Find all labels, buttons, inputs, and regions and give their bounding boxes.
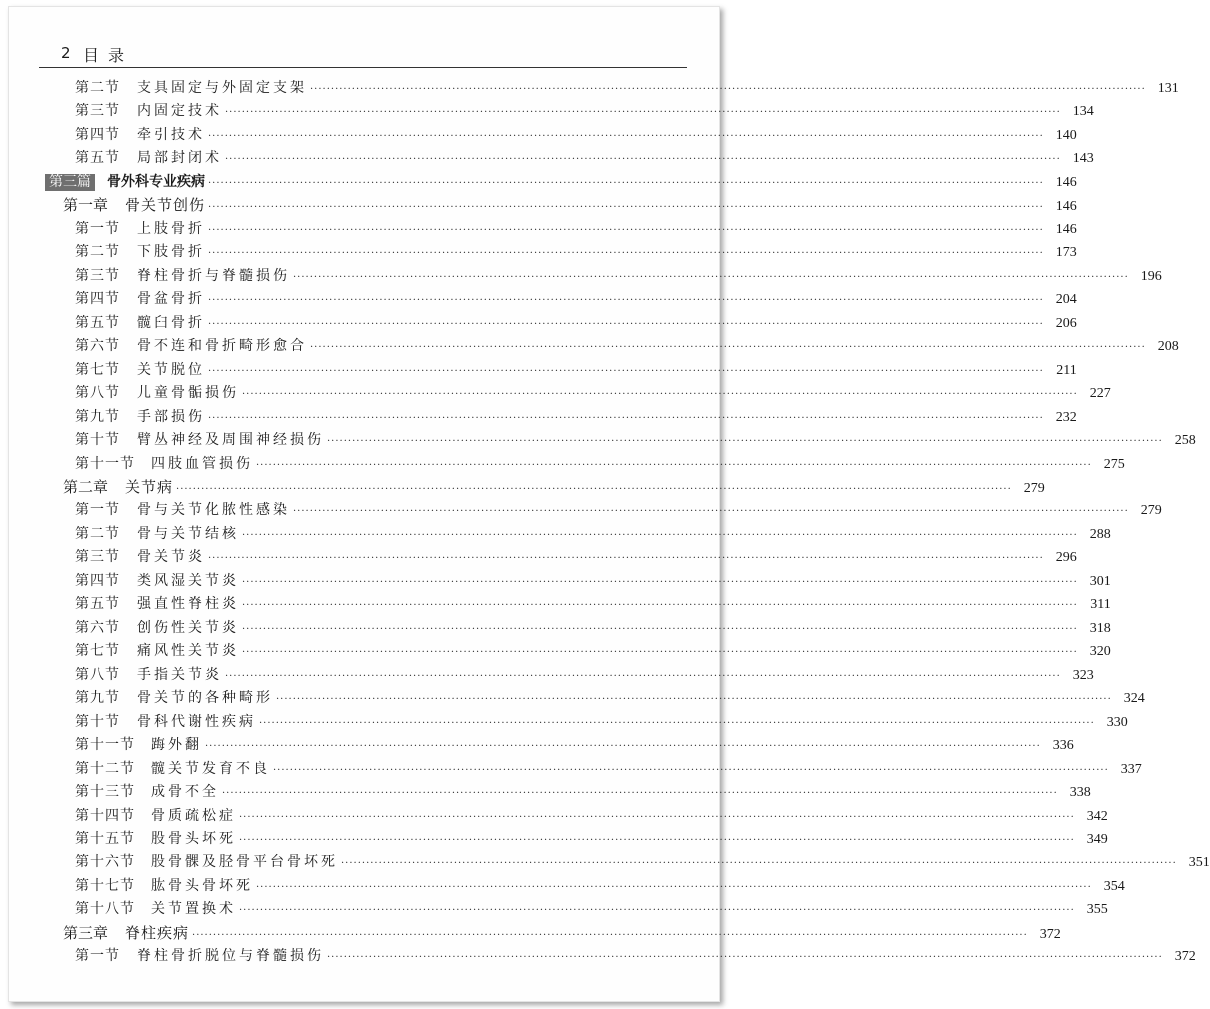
toc-section-entry bbox=[39, 100, 1094, 123]
toc-entry-page-number: 349 bbox=[1086, 832, 1108, 847]
toc-entry-label: 第九节 bbox=[75, 408, 120, 425]
toc-section-entry bbox=[39, 617, 1111, 640]
toc-entry-title: 上肢骨折 bbox=[137, 220, 205, 237]
toc-entry-title: 手指关节炎 bbox=[137, 666, 222, 683]
toc-entry-label: 第一节 bbox=[75, 502, 120, 519]
toc-entry-label: 第九节 bbox=[75, 690, 120, 707]
toc-entry-title: 内固定技术 bbox=[137, 103, 222, 120]
toc-entry-title: 臂丛神经及周围神经损伤 bbox=[137, 432, 324, 449]
toc-entry-page-number: 311 bbox=[1090, 597, 1111, 613]
toc-entry-page-number: 232 bbox=[1055, 409, 1077, 425]
toc-entry-label: 第十八节 bbox=[75, 901, 135, 918]
dot-leader: ········································································································································································································ bbox=[225, 670, 1061, 682]
toc-entry-title: 关节脱位 bbox=[137, 361, 205, 378]
toc-entry-label: 第十三节 bbox=[75, 784, 135, 801]
dot-leader: ········································································································································································································ bbox=[208, 248, 1044, 260]
dot-leader: ········································································································································································································ bbox=[242, 600, 1078, 612]
toc-entry-title: 脊柱骨折与脊髓损伤 bbox=[137, 267, 290, 284]
toc-section-entry bbox=[39, 359, 1077, 382]
dot-leader: ········································································································································································································ bbox=[239, 905, 1075, 917]
toc-entry-title: 肱骨头骨坏死 bbox=[151, 877, 253, 894]
toc-entry-title: 四肢血管损伤 bbox=[151, 455, 253, 472]
toc-entry-title: 骨科代谢性疾病 bbox=[137, 713, 256, 730]
dot-leader: ········································································································································································································ bbox=[242, 647, 1078, 659]
header-page-number: 2 bbox=[61, 44, 71, 62]
toc-entry-label: 第八节 bbox=[75, 666, 120, 683]
toc-entry-page-number: 372 bbox=[1039, 926, 1061, 942]
toc-entry-page-number: 337 bbox=[1120, 761, 1142, 777]
dot-leader: ········································································································································································································ bbox=[242, 623, 1078, 635]
toc-entry-title: 脊柱疾病 bbox=[125, 923, 190, 942]
toc-entry-page-number: 354 bbox=[1103, 878, 1125, 894]
dot-leader: ········································································································································································································ bbox=[293, 506, 1129, 518]
toc-entry-page-number: 301 bbox=[1089, 573, 1111, 589]
toc-entry-page-number: 196 bbox=[1140, 268, 1162, 284]
dot-leader: ········································································································································································································ bbox=[259, 717, 1095, 729]
toc-section-entry bbox=[39, 335, 1179, 358]
toc-section-entry bbox=[39, 406, 1077, 429]
toc-section-entry bbox=[39, 570, 1111, 593]
toc-section-entry bbox=[39, 945, 1196, 968]
toc-entry-title: 髋关节发育不良 bbox=[151, 760, 270, 777]
toc-entry-title: 痛风性关节炎 bbox=[137, 643, 239, 660]
table-of-contents bbox=[39, 77, 1210, 969]
toc-entry-label: 第五节 bbox=[75, 596, 120, 613]
toc-entry-page-number: 355 bbox=[1086, 902, 1108, 918]
toc-entry-page-number: 279 bbox=[1023, 480, 1045, 496]
page-header bbox=[39, 43, 687, 68]
toc-entry-title: 骨关节创伤 bbox=[125, 196, 206, 215]
toc-entry-page-number: 338 bbox=[1069, 785, 1091, 801]
toc-entry-title: 踇外翻 bbox=[151, 737, 202, 754]
dot-leader: ········································································································································································································ bbox=[242, 529, 1078, 541]
dot-leader: ········································································································································································································ bbox=[256, 459, 1092, 471]
toc-section-entry bbox=[39, 664, 1094, 687]
toc-entry-label: 第七节 bbox=[75, 643, 120, 660]
toc-entry-title: 脊柱骨折脱位与脊髓损伤 bbox=[137, 948, 324, 965]
toc-entry-page-number: 143 bbox=[1072, 151, 1094, 167]
dot-leader: ········································································································································································································ bbox=[208, 130, 1044, 142]
toc-entry-title: 关节置换术 bbox=[151, 901, 236, 918]
dot-leader: ········································································································································································································ bbox=[208, 295, 1044, 307]
toc-entry-title: 骨外科专业疾病 bbox=[107, 173, 205, 190]
toc-entry-page-number: 351 bbox=[1188, 855, 1210, 871]
dot-leader: ········································································································································································································ bbox=[192, 929, 1028, 941]
dot-leader: ········································································································································································································ bbox=[256, 881, 1092, 893]
dot-leader: ········································································································································································································ bbox=[225, 107, 1061, 119]
toc-entry-label: 第一章 bbox=[63, 196, 109, 215]
toc-entry-label: 第十七节 bbox=[75, 877, 135, 894]
document-page bbox=[8, 6, 1210, 1002]
toc-entry-page-number: 146 bbox=[1055, 174, 1077, 190]
toc-entry-title: 局部封闭术 bbox=[137, 150, 222, 167]
dot-leader: ········································································································································································································ bbox=[176, 483, 1012, 495]
toc-entry-page-number: 279 bbox=[1140, 503, 1162, 519]
toc-section-entry bbox=[39, 828, 1108, 851]
toc-entry-page-number: 208 bbox=[1157, 339, 1179, 355]
toc-entry-title: 强直性脊柱炎 bbox=[137, 596, 239, 613]
toc-entry-label: 第三节 bbox=[75, 549, 120, 566]
toc-section-entry bbox=[39, 758, 1142, 781]
toc-entry-title: 髋臼骨折 bbox=[137, 314, 205, 331]
toc-part-entry bbox=[39, 171, 1077, 194]
toc-entry-title: 骨不连和骨折畸形愈合 bbox=[137, 338, 307, 355]
dot-leader: ········································································································································································································ bbox=[327, 436, 1163, 448]
toc-section-entry bbox=[39, 851, 1210, 874]
toc-entry-label: 第十节 bbox=[75, 432, 120, 449]
toc-section-entry bbox=[39, 546, 1077, 569]
toc-entry-label: 第三节 bbox=[75, 267, 120, 284]
toc-section-entry bbox=[39, 312, 1077, 335]
toc-entry-page-number: 372 bbox=[1174, 949, 1196, 965]
toc-entry-title: 牵引技术 bbox=[137, 126, 205, 143]
toc-entry-title: 骨与关节化脓性感染 bbox=[137, 502, 290, 519]
toc-entry-title: 手部损伤 bbox=[137, 408, 205, 425]
toc-entry-page-number: 140 bbox=[1055, 127, 1077, 143]
toc-entry-page-number: 323 bbox=[1072, 667, 1094, 683]
toc-entry-label: 第十六节 bbox=[75, 854, 135, 871]
dot-leader: ········································································································································································································ bbox=[310, 84, 1146, 95]
toc-entry-label: 第十一节 bbox=[75, 455, 135, 472]
dot-leader: ········································································································································································································ bbox=[205, 741, 1041, 753]
toc-chapter-entry bbox=[39, 476, 1045, 499]
toc-entry-label: 第四节 bbox=[75, 126, 120, 143]
dot-leader: ········································································································································································································ bbox=[208, 412, 1044, 424]
toc-entry-page-number: 342 bbox=[1086, 808, 1108, 824]
toc-entry-title: 创伤性关节炎 bbox=[137, 619, 239, 636]
toc-section-entry bbox=[39, 453, 1125, 476]
toc-chapter-entry bbox=[39, 922, 1061, 945]
dot-leader: ········································································································································································································ bbox=[239, 811, 1075, 823]
toc-entry-page-number: 204 bbox=[1055, 292, 1077, 308]
toc-entry-title: 骨质疏松症 bbox=[151, 807, 236, 824]
dot-leader: ········································································································································································································ bbox=[225, 154, 1061, 166]
toc-entry-label: 第五节 bbox=[75, 314, 120, 331]
dot-leader: ········································································································································································································ bbox=[208, 202, 1044, 214]
toc-section-entry bbox=[39, 288, 1077, 311]
toc-section-entry bbox=[39, 875, 1125, 898]
dot-leader: ········································································································································································································ bbox=[310, 342, 1146, 354]
toc-entry-label: 第二节 bbox=[75, 80, 120, 96]
toc-entry-page-number: 288 bbox=[1089, 526, 1111, 542]
toc-entry-title: 骨关节的各种畸形 bbox=[137, 690, 273, 707]
toc-entry-label: 第四节 bbox=[75, 572, 120, 589]
toc-entry-page-number: 324 bbox=[1123, 691, 1145, 707]
toc-section-entry bbox=[39, 640, 1111, 663]
toc-entry-label: 第六节 bbox=[75, 619, 120, 636]
toc-section-entry bbox=[39, 241, 1077, 264]
toc-entry-page-number: 134 bbox=[1072, 104, 1094, 120]
toc-entry-label: 第三篇 bbox=[45, 174, 95, 191]
toc-entry-page-number: 131 bbox=[1157, 81, 1179, 96]
toc-section-entry bbox=[39, 593, 1111, 616]
toc-entry-title: 骨盆骨折 bbox=[137, 291, 205, 308]
toc-section-entry bbox=[39, 687, 1145, 710]
toc-entry-page-number: 330 bbox=[1106, 714, 1128, 730]
toc-entry-label: 第二章 bbox=[63, 477, 109, 496]
toc-entry-label: 第三节 bbox=[75, 103, 120, 120]
toc-entry-title: 儿童骨骺损伤 bbox=[137, 385, 239, 402]
toc-entry-page-number: 258 bbox=[1174, 433, 1196, 449]
toc-entry-title: 成骨不全 bbox=[151, 784, 219, 801]
toc-section-entry bbox=[39, 265, 1162, 288]
toc-entry-title: 类风湿关节炎 bbox=[137, 572, 239, 589]
toc-entry-title: 骨与关节结核 bbox=[137, 525, 239, 542]
dot-leader: ········································································································································································································ bbox=[239, 835, 1075, 846]
toc-entry-label: 第二节 bbox=[75, 244, 120, 261]
toc-section-entry bbox=[39, 711, 1128, 734]
toc-section-entry bbox=[39, 523, 1111, 546]
toc-entry-label: 第四节 bbox=[75, 291, 120, 308]
dot-leader: ········································································································································································································ bbox=[242, 389, 1078, 401]
toc-entry-title: 下肢骨折 bbox=[137, 244, 205, 261]
dot-leader: ········································································································································································································ bbox=[208, 318, 1044, 330]
dot-leader: ········································································································································································································ bbox=[208, 224, 1044, 236]
toc-entry-label: 第十五节 bbox=[75, 831, 135, 847]
dot-leader: ········································································································································································································ bbox=[327, 952, 1163, 964]
toc-entry-title: 骨关节炎 bbox=[137, 549, 205, 566]
toc-entry-page-number: 173 bbox=[1055, 245, 1077, 261]
toc-entry-label: 第七节 bbox=[75, 361, 120, 378]
toc-section-entry bbox=[39, 781, 1091, 804]
toc-entry-page-number: 146 bbox=[1055, 221, 1077, 237]
toc-section-entry bbox=[39, 734, 1074, 757]
dot-leader: ········································································································································································································ bbox=[208, 365, 1044, 377]
dot-leader: ········································································································································································································ bbox=[273, 764, 1109, 776]
toc-entry-page-number: 146 bbox=[1055, 199, 1077, 215]
toc-section-entry bbox=[39, 147, 1094, 170]
toc-entry-label: 第十四节 bbox=[75, 807, 135, 824]
toc-entry-label: 第三章 bbox=[63, 923, 109, 942]
toc-entry-page-number: 296 bbox=[1055, 550, 1077, 566]
toc-entry-page-number: 206 bbox=[1055, 315, 1077, 331]
dot-leader: ········································································································································································································ bbox=[293, 271, 1129, 283]
dot-leader: ········································································································································································································ bbox=[242, 576, 1078, 588]
toc-entry-label: 第六节 bbox=[75, 338, 120, 355]
toc-entry-label: 第一节 bbox=[75, 220, 120, 237]
toc-section-entry bbox=[39, 382, 1111, 405]
toc-section-entry bbox=[39, 429, 1196, 452]
toc-entry-label: 第二节 bbox=[75, 525, 120, 542]
dot-leader: ········································································································································································································ bbox=[222, 788, 1058, 800]
dot-leader: ········································································································································································································ bbox=[341, 858, 1177, 870]
toc-section-entry bbox=[39, 805, 1108, 828]
toc-section-entry bbox=[39, 124, 1077, 147]
dot-leader: ········································································································································································································ bbox=[208, 177, 1044, 189]
toc-entry-page-number: 211 bbox=[1056, 362, 1077, 378]
toc-entry-label: 第十二节 bbox=[75, 760, 135, 777]
toc-entry-page-number: 336 bbox=[1052, 738, 1074, 754]
dot-leader: ········································································································································································································ bbox=[276, 694, 1112, 706]
toc-section-entry bbox=[39, 499, 1162, 522]
toc-entry-title: 关节病 bbox=[125, 477, 174, 496]
toc-entry-label: 第十一节 bbox=[75, 737, 135, 754]
toc-section-entry bbox=[39, 77, 1179, 100]
toc-entry-title: 股骨头坏死 bbox=[151, 831, 236, 847]
toc-entry-label: 第五节 bbox=[75, 150, 120, 167]
toc-entry-title: 股骨髁及胫骨平台骨坏死 bbox=[151, 854, 338, 871]
toc-entry-title: 支具固定与外固定支架 bbox=[137, 80, 307, 96]
toc-section-entry bbox=[39, 898, 1108, 921]
toc-entry-page-number: 320 bbox=[1089, 644, 1111, 660]
toc-entry-label: 第十节 bbox=[75, 713, 120, 730]
toc-entry-page-number: 318 bbox=[1089, 620, 1111, 636]
header-title: 目录 bbox=[83, 46, 134, 65]
toc-section-entry bbox=[39, 218, 1077, 241]
toc-chapter-entry bbox=[39, 194, 1077, 217]
dot-leader: ········································································································································································································ bbox=[208, 553, 1044, 565]
toc-entry-page-number: 227 bbox=[1089, 386, 1111, 402]
toc-entry-label: 第一节 bbox=[75, 948, 120, 965]
toc-entry-page-number: 275 bbox=[1103, 456, 1125, 472]
toc-entry-label: 第八节 bbox=[75, 385, 120, 402]
